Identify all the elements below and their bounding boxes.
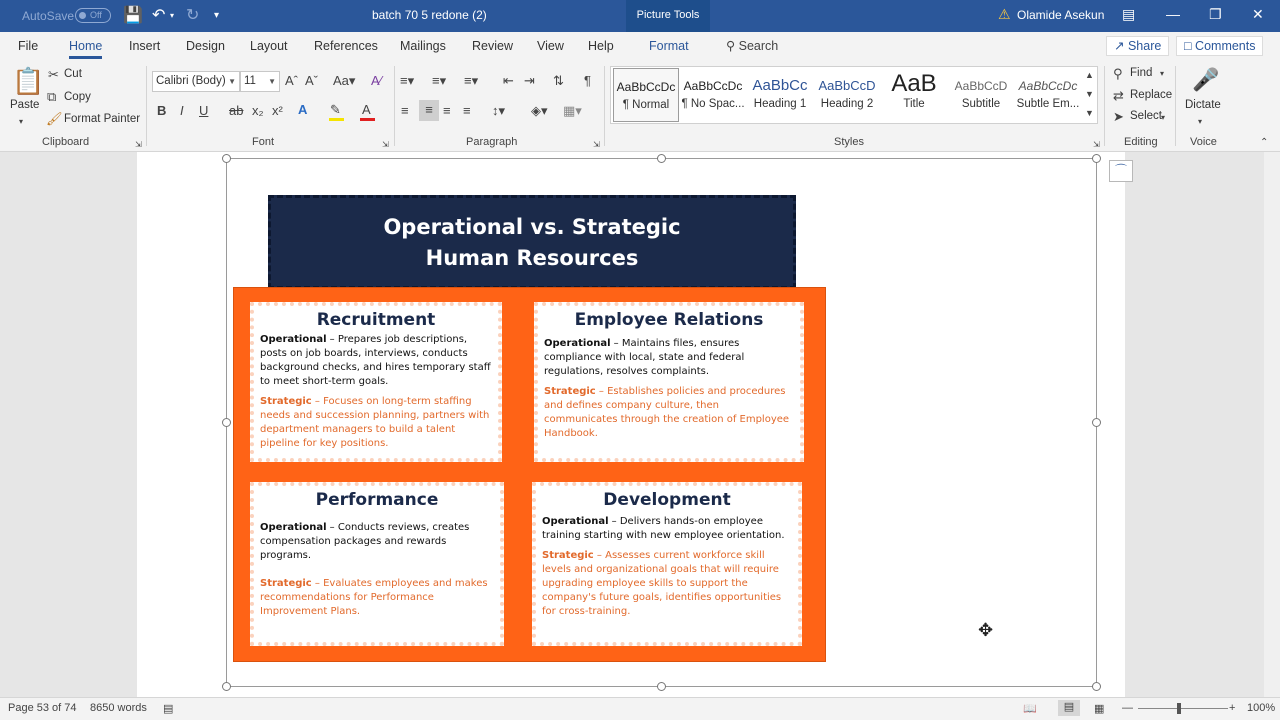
- user-name[interactable]: Olamide Asekun: [1017, 8, 1105, 22]
- page-count[interactable]: Page 53 of 74: [8, 702, 77, 714]
- title-line-1: Operational vs. Strategic: [383, 215, 681, 239]
- strategic-label: Strategic: [260, 396, 312, 407]
- save-icon[interactable]: 💾: [123, 7, 143, 24]
- ribbon-divider: [146, 66, 147, 146]
- tab-mailings[interactable]: Mailings: [400, 39, 446, 53]
- tab-view[interactable]: View: [537, 39, 564, 53]
- card-heading: Recruitment: [316, 310, 436, 330]
- style-heading-2[interactable]: AaBbCcD Heading 2: [818, 78, 876, 110]
- operational-desc: – Prepares job descriptions, posts on job boards, interviews, conducts background checks, and hires temporary staff to meet short-term goals.: [260, 334, 491, 387]
- style-heading-1[interactable]: AaBbCc Heading 1: [752, 77, 808, 110]
- styles-gallery: [610, 66, 1098, 124]
- styles-scroll-up-icon[interactable]: ▲: [1085, 70, 1094, 80]
- tab-format[interactable]: Format: [649, 39, 689, 53]
- resize-handle-bottom[interactable]: [657, 682, 666, 691]
- select-icon[interactable]: ➤: [1113, 109, 1124, 124]
- resize-handle-left[interactable]: [222, 418, 231, 427]
- search-icon: ⚲: [726, 39, 736, 53]
- tab-home[interactable]: Home: [69, 39, 103, 53]
- search-label: Search: [738, 39, 779, 53]
- autosave-label: AutoSave: [22, 9, 75, 23]
- card-development: [532, 482, 802, 646]
- operational-desc: – Conducts reviews, creates compensation packages and rewards programs.: [260, 522, 470, 561]
- card-heading: Development: [603, 490, 731, 510]
- title-bar: [0, 0, 1280, 32]
- status-bar: [0, 697, 1280, 720]
- superscript-icon[interactable]: x²: [272, 103, 283, 118]
- minimize-icon[interactable]: —: [1166, 6, 1180, 22]
- styles-more-icon[interactable]: ▼: [1085, 108, 1094, 118]
- resize-handle-top[interactable]: [657, 154, 666, 163]
- redo-icon[interactable]: ↻: [186, 7, 200, 24]
- proofing-icon[interactable]: ▤: [163, 703, 174, 715]
- paste-icon[interactable]: 📋: [12, 66, 45, 96]
- print-layout-icon[interactable]: ▤: [1058, 700, 1080, 716]
- voice-group-label: Voice: [1190, 136, 1217, 148]
- styles-group-label: Styles: [834, 136, 864, 148]
- infographic-header: [268, 195, 796, 289]
- tab-review[interactable]: Review: [472, 39, 513, 53]
- strategic-desc: – Assesses current workforce skill levels and organizational goals that will require upgrading employee skills to support the company's future goals, identifies opportunities for cross-training.: [542, 550, 782, 617]
- share-icon: ↗: [1114, 39, 1125, 53]
- customize-qat-icon[interactable]: ▾: [214, 10, 220, 21]
- numbering-icon[interactable]: ≡▾: [432, 73, 447, 88]
- font-color-swatch: [360, 118, 375, 121]
- paragraph-launcher-icon[interactable]: ⇲: [593, 140, 600, 149]
- font-size-combo[interactable]: [240, 71, 280, 92]
- tab-design[interactable]: Design: [186, 39, 225, 53]
- ribbon: [0, 60, 1280, 152]
- card-recruitment: [250, 302, 502, 462]
- microphone-icon[interactable]: 🎤: [1192, 67, 1220, 92]
- operational-label: Operational: [544, 338, 611, 349]
- style-subtle-emphasis[interactable]: AaBbCcDc Subtle Em...: [1016, 79, 1080, 110]
- paste-button[interactable]: Paste: [10, 99, 40, 111]
- dictate-dropdown-icon[interactable]: ▾: [1198, 117, 1203, 126]
- text-effects-icon[interactable]: A: [298, 102, 308, 117]
- card-heading: Employee Relations: [574, 310, 764, 330]
- strategic-text: [544, 385, 794, 441]
- subscript-icon[interactable]: x₂: [252, 103, 264, 118]
- card-performance: [250, 482, 504, 646]
- operational-label: Operational: [542, 516, 609, 527]
- line-spacing-icon[interactable]: ↕▾: [492, 103, 506, 118]
- card-heading: Performance: [315, 490, 439, 510]
- restore-icon[interactable]: ❐: [1209, 6, 1222, 22]
- tell-me-search[interactable]: [726, 38, 778, 53]
- shading-icon[interactable]: ◈▾: [531, 103, 548, 118]
- collapse-ribbon-icon[interactable]: ⌃: [1260, 137, 1269, 148]
- strategic-desc: – Evaluates employees and makes recommendations for Performance Improvement Plans.: [260, 578, 488, 617]
- strategic-text: [260, 577, 494, 619]
- replace-icon[interactable]: ⇄: [1113, 88, 1124, 103]
- web-layout-icon[interactable]: ▦: [1094, 703, 1105, 715]
- select-dropdown-icon[interactable]: ▾: [1161, 113, 1166, 122]
- find-dropdown-icon[interactable]: ▾: [1160, 69, 1165, 78]
- zoom-slider-thumb[interactable]: [1177, 703, 1181, 714]
- operational-text: [544, 337, 794, 379]
- tab-insert[interactable]: Insert: [129, 39, 161, 53]
- chevron-down-icon: ▼: [268, 77, 276, 86]
- highlight-color-icon[interactable]: ✎: [330, 102, 341, 117]
- operational-text: [260, 333, 492, 389]
- undo-icon[interactable]: ↶: [152, 7, 166, 24]
- ribbon-divider: [1104, 66, 1105, 146]
- font-name-combo[interactable]: [152, 71, 240, 92]
- zoom-in-icon[interactable]: +: [1229, 702, 1236, 714]
- font-launcher-icon[interactable]: ⇲: [382, 140, 389, 149]
- clear-formatting-icon[interactable]: A∕: [371, 73, 382, 88]
- title-line-2: Human Resources: [425, 246, 639, 270]
- resize-handle-right[interactable]: [1092, 418, 1101, 427]
- comments-label: Comments: [1195, 39, 1256, 53]
- italic-icon[interactable]: I: [180, 103, 184, 118]
- ribbon-divider: [604, 66, 605, 146]
- strategic-label: Strategic: [544, 386, 596, 397]
- style-subtitle[interactable]: AaBbCcD Subtitle: [954, 79, 1008, 110]
- move-cursor-icon: ✥: [978, 620, 994, 640]
- share-label: Share: [1127, 39, 1162, 53]
- borders-icon[interactable]: ▦▾: [563, 103, 582, 118]
- comment-icon: □: [1184, 39, 1192, 53]
- operational-desc: – Maintains files, ensures compliance with local, state and federal regulations, resolves complaints.: [544, 338, 745, 377]
- cut-icon[interactable]: ✂: [48, 67, 59, 82]
- font-size-value: 11: [244, 75, 256, 87]
- style-normal[interactable]: AaBbCcDc ¶ Normal: [613, 68, 679, 122]
- strategic-text: [542, 549, 792, 619]
- tab-layout[interactable]: Layout: [250, 39, 288, 53]
- strikethrough-icon[interactable]: ab: [229, 103, 244, 118]
- style-no-spacing[interactable]: AaBbCcDc ¶ No Spac...: [681, 79, 745, 110]
- zoom-slider[interactable]: [1138, 708, 1228, 709]
- operational-text: [260, 521, 494, 563]
- strategic-desc: – Establishes policies and procedures and defines company culture, then communicates through the creation of Employee Handbook.: [544, 386, 790, 439]
- word-count[interactable]: 8650 words: [90, 702, 147, 714]
- justify-icon[interactable]: ≡: [463, 103, 471, 118]
- font-color-icon[interactable]: A: [362, 102, 371, 117]
- shrink-font-icon[interactable]: Aˇ: [305, 73, 318, 88]
- change-case-icon[interactable]: Aa▾: [333, 73, 356, 88]
- font-name-value: Calibri (Body): [156, 75, 226, 87]
- find-button[interactable]: Find: [1130, 67, 1153, 79]
- chevron-down-icon: ▼: [228, 77, 236, 86]
- align-center-icon[interactable]: ≡: [419, 100, 439, 121]
- styles-scroll-down-icon[interactable]: ▼: [1085, 89, 1094, 99]
- select-button[interactable]: Select: [1130, 110, 1162, 122]
- format-painter-icon[interactable]: 🖌: [46, 111, 63, 126]
- strategic-label: Strategic: [260, 578, 312, 589]
- bullets-icon[interactable]: ≡▾: [400, 73, 415, 88]
- align-right-icon[interactable]: ≡: [443, 103, 451, 118]
- read-mode-icon[interactable]: 📖: [1023, 703, 1037, 715]
- align-left-icon[interactable]: ≡: [401, 103, 409, 118]
- strategic-text: [260, 395, 492, 451]
- style-title[interactable]: AaB Title: [891, 70, 937, 110]
- close-icon[interactable]: ✕: [1252, 6, 1264, 22]
- strategic-label: Strategic: [542, 550, 594, 561]
- find-icon[interactable]: ⚲: [1113, 66, 1123, 81]
- tab-help[interactable]: Help: [588, 39, 614, 53]
- bold-icon[interactable]: B: [157, 103, 167, 118]
- picture-tools-context: Picture Tools: [626, 0, 710, 32]
- editing-group-label: Editing: [1124, 136, 1158, 148]
- vertical-scrollbar[interactable]: [1264, 152, 1280, 697]
- decrease-indent-icon[interactable]: ⇤: [503, 73, 514, 88]
- warning-icon: ⚠: [998, 6, 1011, 22]
- replace-button[interactable]: Replace: [1130, 89, 1173, 101]
- paste-dropdown-icon[interactable]: ▾: [19, 117, 24, 126]
- ribbon-divider: [394, 66, 395, 146]
- tab-references[interactable]: References: [314, 39, 378, 53]
- font-group-label: Font: [252, 136, 275, 148]
- resize-handle-top-right[interactable]: [1092, 154, 1101, 163]
- multilevel-list-icon[interactable]: ≡▾: [464, 73, 479, 88]
- cut-button[interactable]: Cut: [64, 68, 82, 80]
- show-formatting-icon[interactable]: ¶: [584, 73, 591, 88]
- format-painter-button[interactable]: Format Painter: [64, 113, 141, 125]
- paragraph-group-label: Paragraph: [466, 136, 518, 148]
- clipboard-group-label: Clipboard: [42, 136, 90, 148]
- undo-dropdown-icon[interactable]: ▾: [170, 11, 175, 20]
- share-button[interactable]: [1106, 36, 1169, 56]
- underline-icon[interactable]: U: [199, 103, 209, 118]
- operational-label: Operational: [260, 522, 327, 533]
- ribbon-tabs: [0, 32, 1280, 60]
- ribbon-divider: [1175, 66, 1176, 146]
- operational-desc: – Delivers hands-on employee training starting with new employee orientation.: [542, 516, 785, 541]
- resize-handle-bottom-right[interactable]: [1092, 682, 1101, 691]
- zoom-level[interactable]: 100%: [1247, 702, 1276, 714]
- clipboard-launcher-icon[interactable]: ⇲: [135, 140, 142, 149]
- zoom-out-icon[interactable]: —: [1122, 702, 1133, 714]
- strategic-desc: – Focuses on long-term staffing needs and succession planning, partners with department managers to build a talent pipeline for key positions.: [260, 396, 490, 449]
- sort-icon[interactable]: ⇅: [553, 73, 564, 88]
- tab-file[interactable]: File: [18, 39, 39, 53]
- ribbon-display-icon[interactable]: ▤: [1122, 6, 1136, 22]
- styles-launcher-icon[interactable]: ⇲: [1093, 140, 1100, 149]
- layout-options-icon[interactable]: ⌒: [1109, 160, 1133, 182]
- dictate-button[interactable]: Dictate: [1185, 99, 1221, 111]
- resize-handle-bottom-left[interactable]: [222, 682, 231, 691]
- highlight-swatch: [329, 118, 344, 121]
- resize-handle-top-left[interactable]: [222, 154, 231, 163]
- increase-indent-icon[interactable]: ⇥: [524, 73, 535, 88]
- copy-icon[interactable]: ⧉: [47, 89, 57, 104]
- operational-label: Operational: [260, 334, 327, 345]
- document-title: batch 70 5 redone (2): [372, 8, 487, 22]
- autosave-toggle[interactable]: Off: [75, 8, 111, 23]
- infographic-title: [271, 198, 793, 274]
- card-employee-relations: [534, 302, 804, 462]
- comments-button[interactable]: [1176, 36, 1263, 56]
- copy-button[interactable]: Copy: [64, 91, 91, 103]
- grow-font-icon[interactable]: Aˆ: [285, 73, 298, 88]
- operational-text: [542, 515, 792, 543]
